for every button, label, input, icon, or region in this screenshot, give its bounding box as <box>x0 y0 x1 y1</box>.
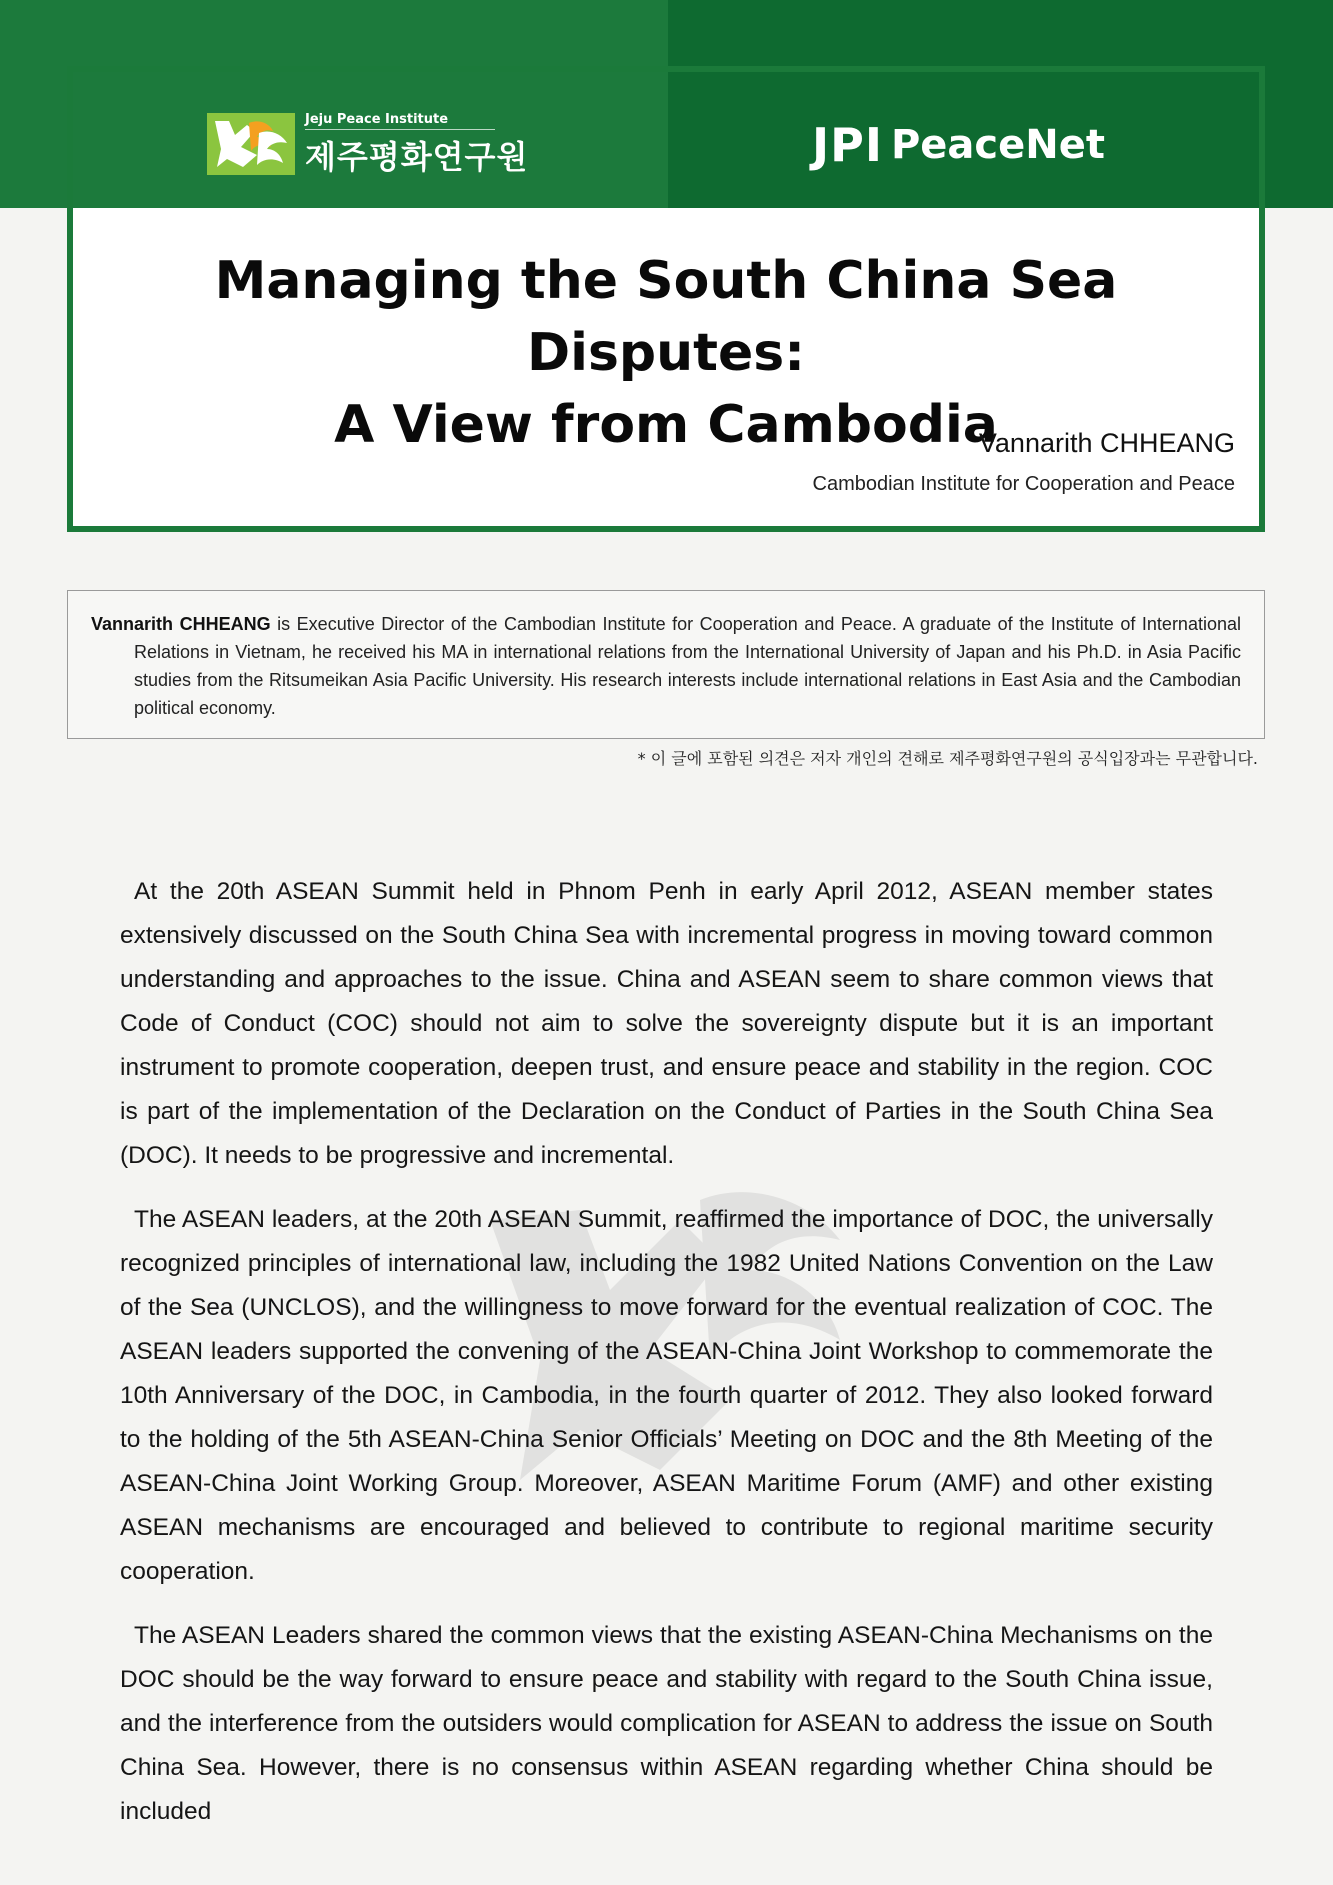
institute-logo <box>207 110 528 178</box>
bio-author-name: Vannarith CHHEANG <box>91 614 271 634</box>
author-affiliation: Cambodian Institute for Cooperation and Peace <box>812 473 1235 495</box>
peacenet-prefix: JPI <box>812 118 883 172</box>
peacenet-logo <box>812 118 1105 172</box>
author-name: Vannarith CHHEANG <box>978 428 1235 458</box>
bio-text: is Executive Director of the Cambodian Institute for Cooperation and Peace. A graduate of the Institute of International Relations in Vietnam, he received his MA in international relations from the International University of Japan and his Ph.D. in Asia Pacific studies from the Ritsumeikan Asia Pacific University. His research interests include international relations in East Asia and the Cambodian political economy. <box>134 614 1241 718</box>
article-body <box>120 870 1213 1854</box>
institute-name-en: Jeju Peace Institute <box>305 112 495 130</box>
institute-name-ko: 제주평화연구원 <box>305 138 529 176</box>
article-title-line2: A View from Cambodia <box>334 395 998 455</box>
body-paragraph: The ASEAN leaders, at the 20th ASEAN Summit, reaffirmed the importance of DOC, the universally recognized principles of international law, including the 1982 United Nations Convention on the Law of the Sea (UNCLOS), and the willingness to move forward for the eventual realization of COC. The ASEAN leaders supported the convening of the ASEAN-China Joint Workshop to commemorate the 10th Anniversary of the DOC, in Cambodia, in the fourth quarter of 2012. They also looked forward to the holding of the 5th ASEAN-China Senior Officials’ Meeting on DOC and the 8th Meeting of the ASEAN-China Joint Working Group. Moreover, ASEAN Maritime Forum (AMF) and other existing ASEAN mechanisms are encouraged and believed to contribute to regional maritime security cooperation. <box>120 1206 1213 1585</box>
peacenet-name: PeaceNet <box>890 122 1105 168</box>
disclaimer-note: * 이 글에 포함된 의견은 저자 개인의 견해로 제주평화연구원의 공식입장과는 무관합니다. <box>637 749 1258 768</box>
body-paragraph: The ASEAN Leaders shared the common views that the existing ASEAN-China Mechanisms on the DOC should be the way forward to ensure peace and stability with regard to the South China issue, and the interference from the outsiders would complication for ASEAN to address the issue on South China Sea. However, there is no consensus within ASEAN regarding whether China should be included <box>120 1622 1213 1825</box>
dove-emblem-icon <box>207 113 295 175</box>
author-bio <box>91 610 1241 722</box>
body-paragraph: At the 20th ASEAN Summit held in Phnom Penh in early April 2012, ASEAN member states extensively discussed on the South China Sea with incremental progress in moving toward common understanding and approaches to the issue. China and ASEAN seem to share common views that Code of Conduct (COC) should not aim to solve the sovereignty dispute but it is an important instrument to promote cooperation, deepen trust, and ensure peace and stability in the region. COC is part of the implementation of the Declaration on the Conduct of Parties in the South China Sea (DOC). It needs to be progressive and incremental. <box>120 878 1213 1169</box>
article-title-line1: Managing the South China Sea Disputes: <box>214 251 1118 383</box>
